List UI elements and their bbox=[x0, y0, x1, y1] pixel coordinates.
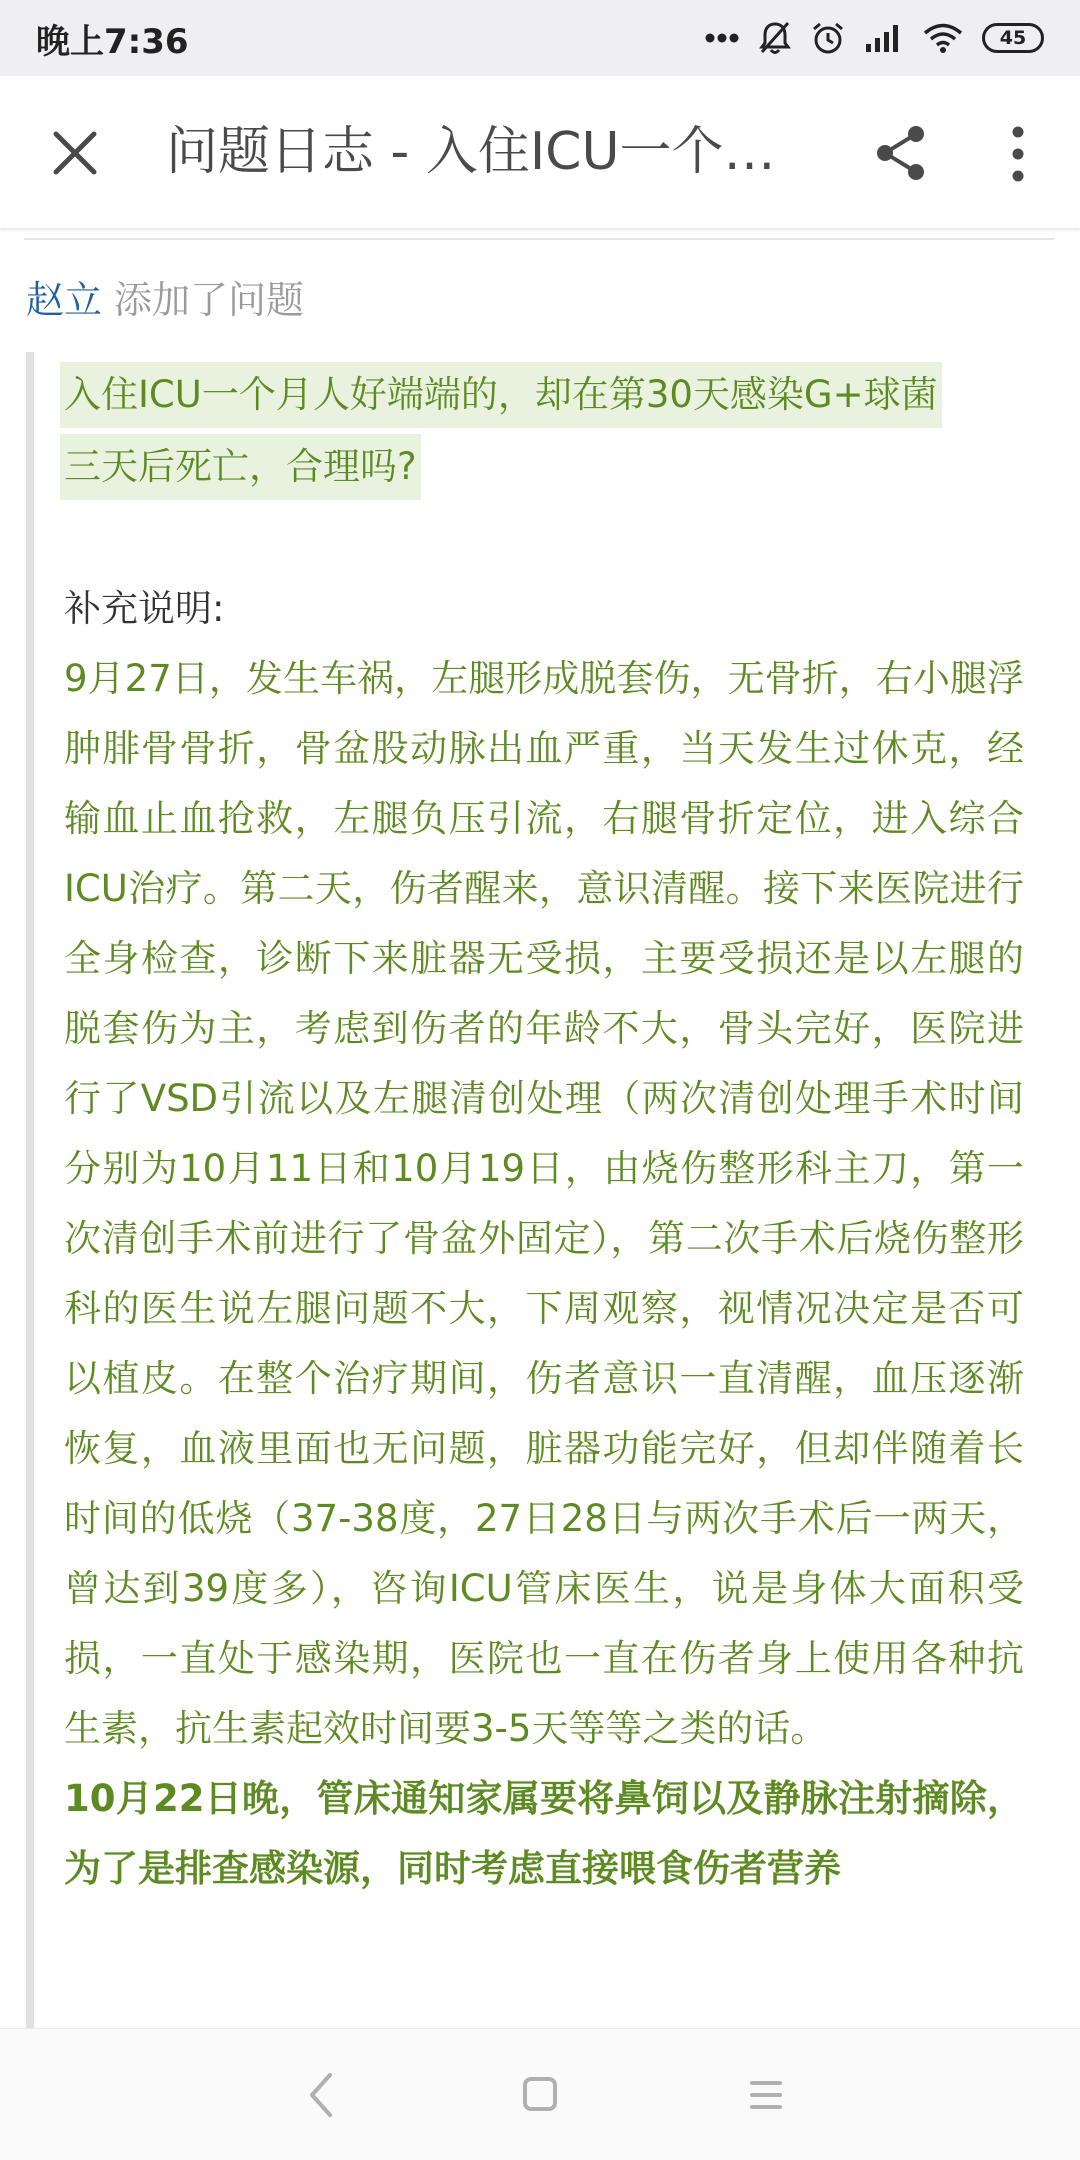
status-time: 晚上7:36 bbox=[36, 21, 189, 62]
close-icon[interactable] bbox=[48, 126, 102, 180]
status-bar bbox=[0, 0, 1080, 76]
share-icon[interactable] bbox=[872, 122, 930, 184]
supplement-bold: 10月22日晚，管床通知家属要将鼻饲以及静脉注射摘除，为了是排查感染源，同时考虑直接喂食伤者营养 bbox=[64, 1777, 1024, 1890]
wifi-icon bbox=[922, 22, 964, 54]
entry-action-text: 添加了问题 bbox=[114, 278, 305, 322]
quote-bar bbox=[26, 352, 34, 2032]
nav-home-icon[interactable] bbox=[520, 2073, 560, 2117]
status-icons bbox=[704, 20, 1044, 56]
question-title-line: 入住ICU一个月人好端端的，却在第30天感染G+球菌 bbox=[60, 362, 942, 428]
page-title: 问题日志 - 入住ICU一个… bbox=[166, 122, 776, 182]
log-entry-header bbox=[26, 270, 304, 330]
app-bar bbox=[0, 76, 1080, 228]
question-title-line: 三天后死亡，合理吗? bbox=[60, 434, 421, 500]
signal-icon bbox=[864, 22, 904, 54]
more-vert-icon[interactable] bbox=[998, 124, 1038, 184]
author-link[interactable]: 赵立 bbox=[26, 278, 103, 322]
mute-bell-icon bbox=[758, 20, 792, 56]
more-dots-icon bbox=[704, 32, 740, 44]
question-title bbox=[64, 360, 1024, 504]
log-entry-content bbox=[64, 360, 1024, 1904]
nav-menu-icon[interactable] bbox=[746, 2075, 786, 2115]
supplement-body: 9月27日，发生车祸，左腿形成脱套伤，无骨折，右小腿浮肿腓骨骨折，骨盆股动脉出血严重，当天发生过休克，经输血止血抢救，左腿负压引流，右腿骨折定位，进入综合ICU治疗。第二天，伤者醒来，意识清醒。接下来医院进行全身检查，诊断下来脏器无受损，主要受损还是以左腿的脱套伤为主，考虑到伤者的年龄不大，骨头完好，医院进行了VSD引流以及左腿清创处理（两次清创处理手术时间分别为10月11日和10月19日，由烧伤整形科主刀，第一次清创手术前进行了骨盆外固定），第二次手术后烧伤整形科的医生说左腿问题不大，下周观察，视情况决定是否可以植皮。在整个治疗期间，伤者意识一直清醒，血压逐渐恢复，血液里面也无问题，脏器功能完好，但却伴随着长时间的低烧（37-38度，27日28日与两次手术后一两天，曾达到39度多），咨询ICU管床医生，说是身体大面积受损，一直处于感染期，医院也一直在伤者身上使用各种抗生素，抗生素起效时间要3-5天等等之类的话。 bbox=[64, 657, 1024, 1750]
navigation-bar bbox=[0, 2028, 1080, 2160]
divider bbox=[24, 238, 1054, 240]
supplement-label: 补充说明: bbox=[64, 587, 225, 630]
alarm-icon bbox=[810, 20, 846, 56]
nav-back-icon[interactable] bbox=[300, 2069, 340, 2121]
battery-icon bbox=[982, 23, 1044, 53]
battery-level: 45 bbox=[982, 23, 1044, 53]
